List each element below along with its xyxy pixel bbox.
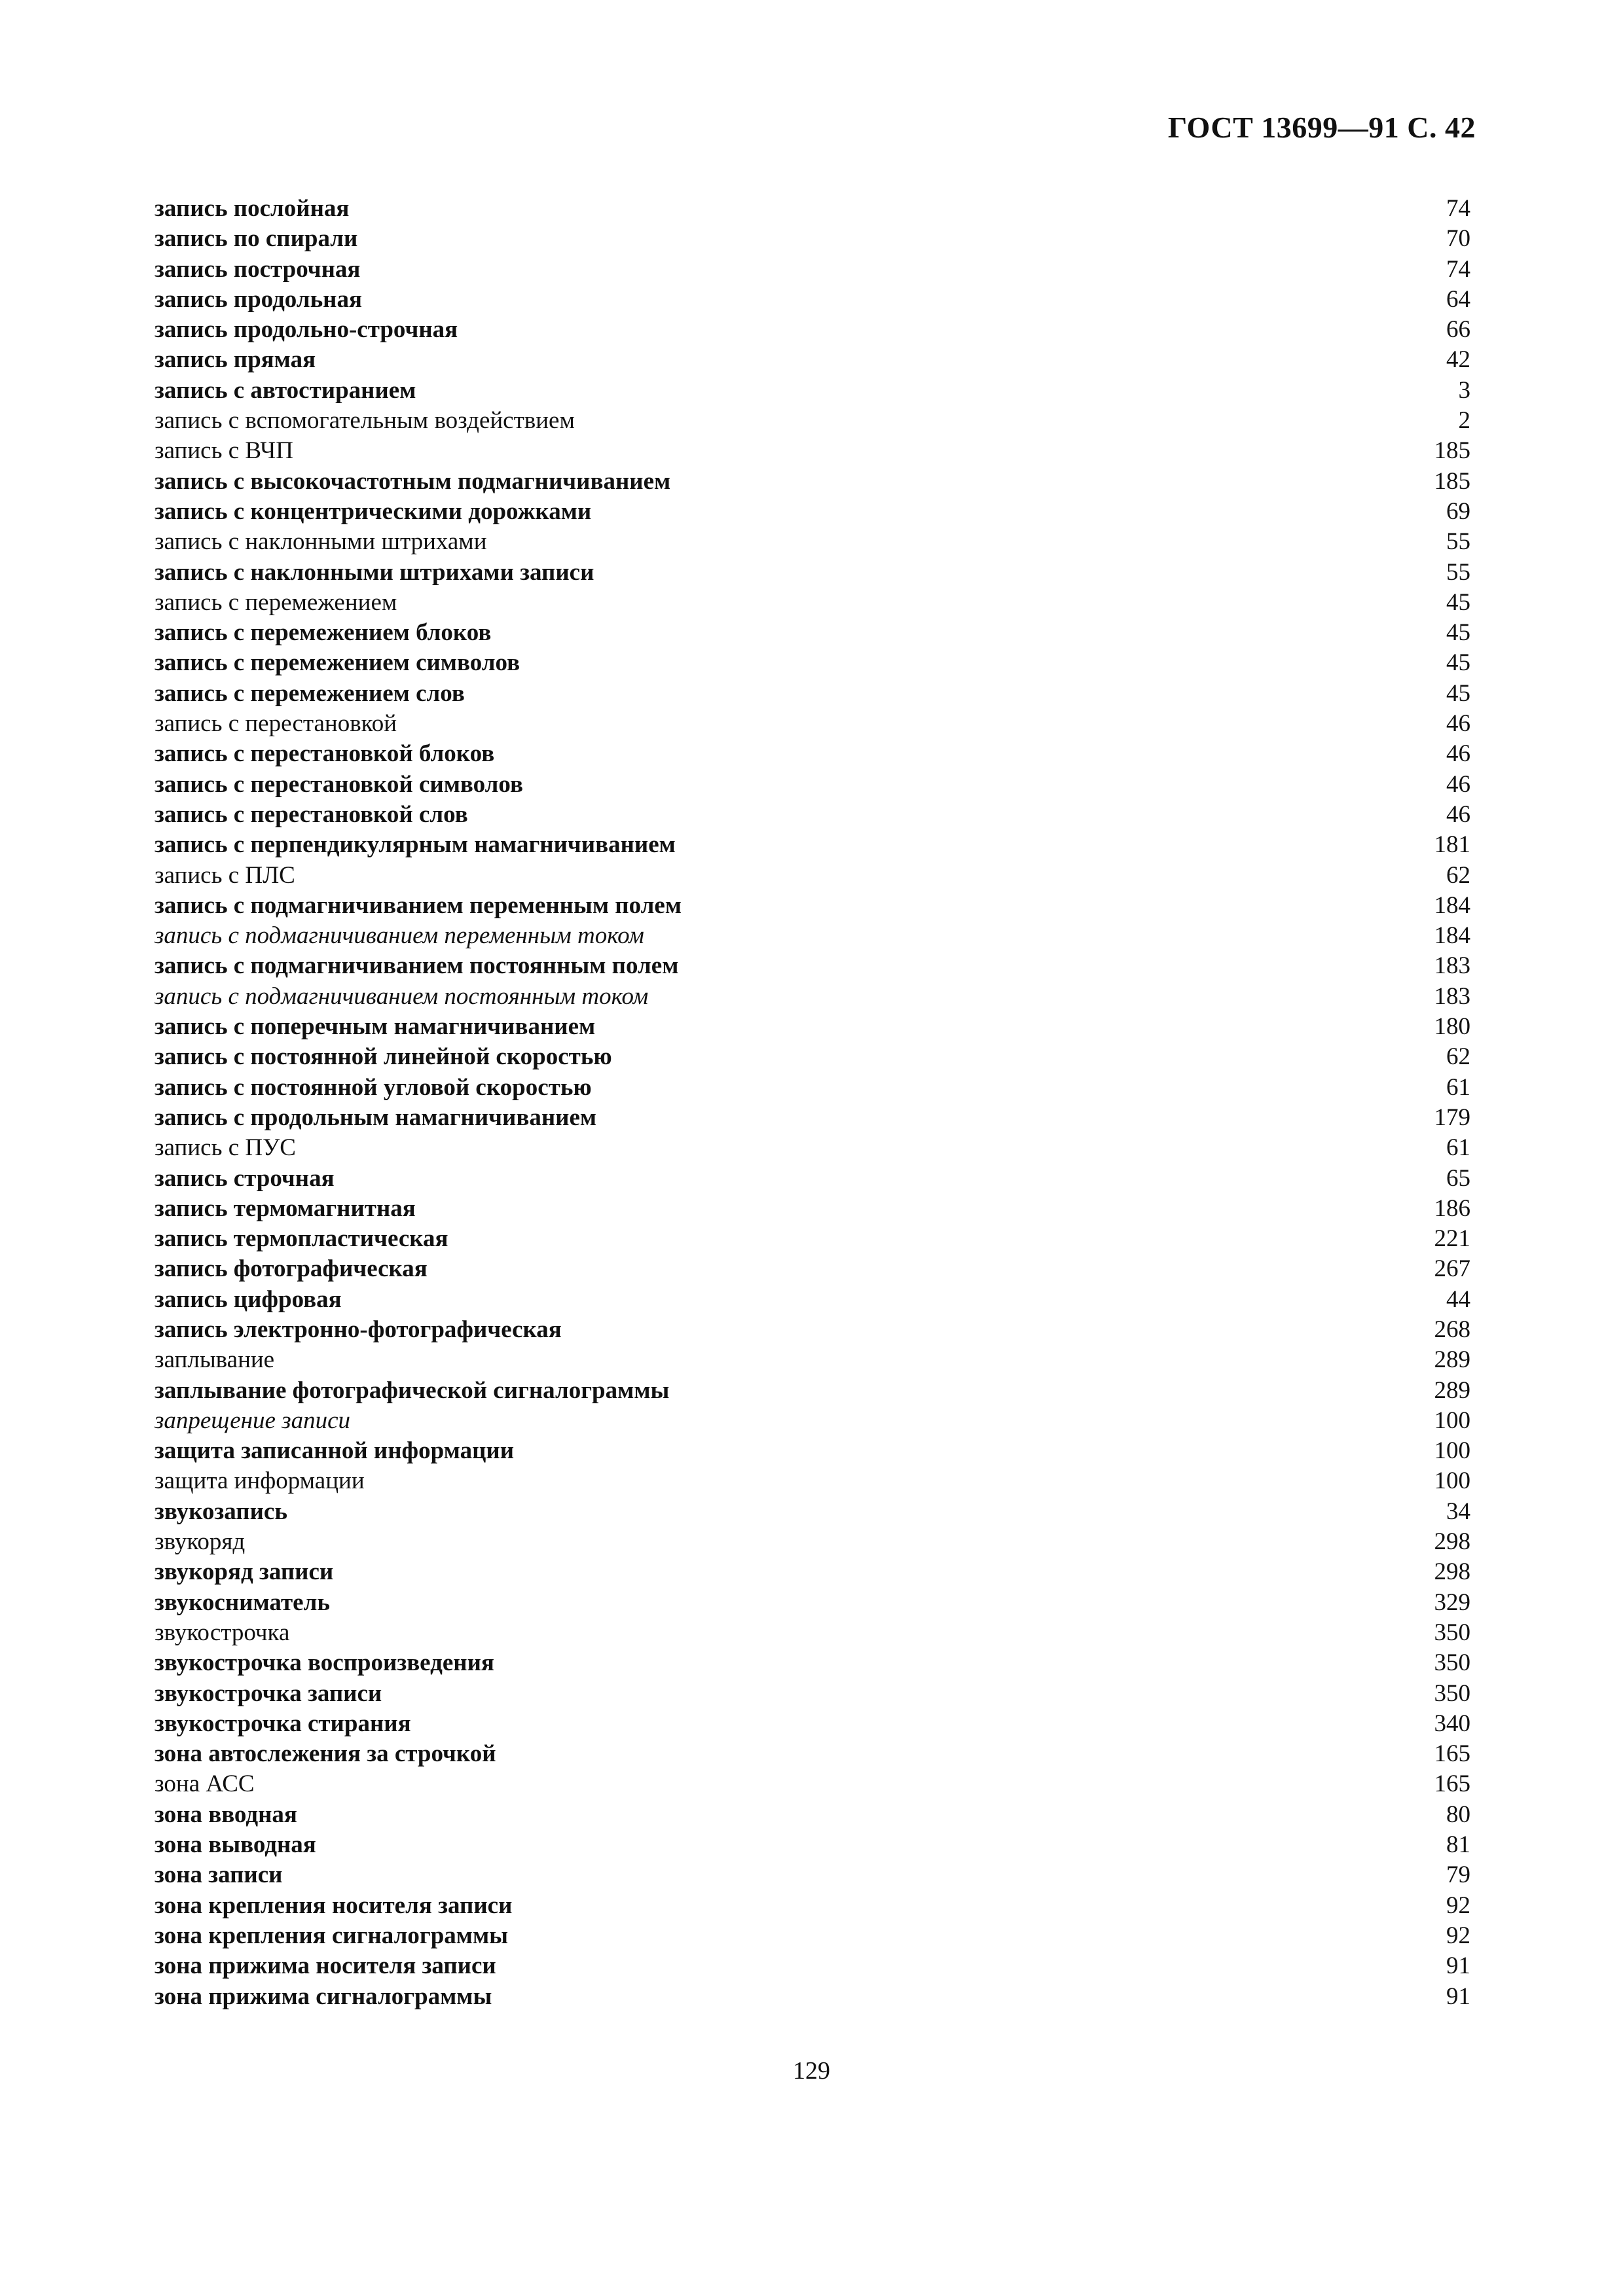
- index-term: звукоряд: [155, 1528, 246, 1556]
- index-term: запись с ВЧП: [155, 437, 293, 465]
- index-page-ref: 350: [1434, 1619, 1470, 1646]
- index-term: зона выводная: [155, 1831, 316, 1859]
- index-entry: [155, 1376, 1470, 1406]
- index-term: запись с постоянной линейной скоростью: [155, 1043, 612, 1071]
- index-entry: [155, 770, 1470, 800]
- index-page-ref: 74: [1446, 195, 1470, 222]
- index-entry: [155, 951, 1470, 981]
- index-entry: [155, 1769, 1470, 1799]
- index-entry: [155, 1891, 1470, 1921]
- index-entry: [155, 1921, 1470, 1951]
- index-entry: [155, 1103, 1470, 1133]
- index-term: запись с вспомогательным воздействием: [155, 407, 575, 435]
- index-page-ref: 65: [1446, 1164, 1470, 1192]
- index-term: запись построчная: [155, 255, 361, 283]
- index-term: запись с ПУС: [155, 1134, 296, 1162]
- index-entry: [155, 1588, 1470, 1618]
- index-entry: [155, 1557, 1470, 1587]
- index-entry: [155, 709, 1470, 739]
- index-term: звукострочка воспроизведения: [155, 1649, 494, 1677]
- index-entry: [155, 1466, 1470, 1496]
- index-page-ref: 61: [1446, 1134, 1470, 1162]
- index-term: запись с перестановкой: [155, 710, 397, 738]
- index-term: запись по спирали: [155, 225, 358, 253]
- index-term: зона автослежения за строчкой: [155, 1740, 496, 1768]
- index-term: запись с перестановкой слов: [155, 800, 468, 828]
- index-page-ref: 100: [1434, 1467, 1470, 1495]
- index-term: заплывание фотографической сигналограммы: [155, 1376, 670, 1404]
- index-entry: [155, 497, 1470, 527]
- index-term: запись с продольным намагничиванием: [155, 1103, 597, 1131]
- index-term: запись цифровая: [155, 1285, 342, 1313]
- index-page-ref: 46: [1446, 770, 1470, 798]
- index-term: заплывание: [155, 1346, 275, 1374]
- index-entry: [155, 1164, 1470, 1194]
- index-entry: [155, 1315, 1470, 1345]
- index-entry: [155, 1800, 1470, 1830]
- index-term: защита записанной информации: [155, 1437, 515, 1465]
- document-header: ГОСТ 13699—91 С. 42: [1167, 111, 1476, 144]
- index-term: запись термопластическая: [155, 1225, 448, 1253]
- index-term: звукоряд записи: [155, 1558, 334, 1586]
- index-entry: [155, 1012, 1470, 1042]
- index-entry: [155, 1709, 1470, 1739]
- index-page-ref: 46: [1446, 740, 1470, 768]
- index-page-ref: 46: [1446, 800, 1470, 828]
- index-page-ref: 183: [1434, 982, 1470, 1010]
- index-page-ref: 289: [1434, 1376, 1470, 1404]
- index-page-ref: 289: [1434, 1346, 1470, 1374]
- index-entry: [155, 739, 1470, 769]
- index-page-ref: 91: [1446, 1982, 1470, 2010]
- index-page-ref: 81: [1446, 1831, 1470, 1859]
- index-page-ref: 350: [1434, 1679, 1470, 1707]
- index-term: запись с наклонными штрихами записи: [155, 558, 594, 586]
- index-term: запись с перемежением: [155, 588, 397, 616]
- index-term: запись с перестановкой символов: [155, 770, 523, 798]
- index-term: запись строчная: [155, 1164, 335, 1192]
- index-entry: [155, 1739, 1470, 1769]
- index-entry: [155, 1406, 1470, 1436]
- index-page-ref: 42: [1446, 346, 1470, 374]
- index-page-ref: 179: [1434, 1103, 1470, 1131]
- index-term: зона прижима сигналограммы: [155, 1982, 492, 2010]
- index-page-ref: 180: [1434, 1013, 1470, 1041]
- index-entry: [155, 1133, 1470, 1163]
- index-entry: [155, 436, 1470, 466]
- index-term: звукострочка стирания: [155, 1710, 411, 1737]
- term-index-list: [155, 194, 1470, 2012]
- index-entry: [155, 861, 1470, 891]
- index-page-ref: 45: [1446, 649, 1470, 677]
- index-entry: [155, 345, 1470, 375]
- index-entry: [155, 376, 1470, 406]
- index-entry: [155, 558, 1470, 588]
- index-entry: [155, 1618, 1470, 1648]
- index-entry: [155, 1194, 1470, 1224]
- index-term: запись с ПЛС: [155, 861, 295, 889]
- index-entry: [155, 1497, 1470, 1527]
- index-entry: [155, 406, 1470, 436]
- index-page-ref: 70: [1446, 225, 1470, 253]
- index-entry: [155, 1951, 1470, 1981]
- index-entry: [155, 1224, 1470, 1254]
- index-page-ref: 165: [1434, 1770, 1470, 1798]
- index-entry: [155, 527, 1470, 557]
- index-page-ref: 45: [1446, 619, 1470, 647]
- index-entry: [155, 830, 1470, 860]
- index-page-ref: 46: [1446, 710, 1470, 738]
- index-term: запрещение записи: [155, 1407, 351, 1434]
- index-term: зона вводная: [155, 1801, 297, 1828]
- index-entry: [155, 1527, 1470, 1557]
- index-page-ref: 45: [1446, 588, 1470, 616]
- index-term: запись с подмагничиванием постоянным полем: [155, 952, 679, 980]
- index-term: зона крепления сигналограммы: [155, 1922, 509, 1949]
- index-term: звукострочка: [155, 1619, 290, 1646]
- index-entry: [155, 1648, 1470, 1678]
- index-entry: [155, 648, 1470, 678]
- index-page-ref: 2: [1458, 407, 1470, 435]
- index-term: запись с наклонными штрихами: [155, 528, 487, 556]
- index-page-ref: 45: [1446, 679, 1470, 707]
- index-page-ref: 186: [1434, 1194, 1470, 1222]
- index-entry: [155, 194, 1470, 224]
- index-page-ref: 55: [1446, 528, 1470, 556]
- index-entry: [155, 315, 1470, 345]
- index-entry: [155, 588, 1470, 618]
- index-page-ref: 64: [1446, 285, 1470, 313]
- index-term: запись с подмагничиванием переменным полем: [155, 891, 682, 919]
- index-page-ref: 184: [1434, 922, 1470, 950]
- index-entry: [155, 1436, 1470, 1466]
- index-term: зона АСС: [155, 1770, 255, 1798]
- index-entry: [155, 1679, 1470, 1709]
- index-term: запись фотографическая: [155, 1255, 428, 1283]
- index-entry: [155, 1254, 1470, 1284]
- index-entry: [155, 1073, 1470, 1103]
- index-term: запись с автостиранием: [155, 376, 416, 404]
- index-term: защита информации: [155, 1467, 365, 1495]
- index-term: запись с постоянной угловой скоростью: [155, 1073, 592, 1101]
- index-page-ref: 55: [1446, 558, 1470, 586]
- index-page-ref: 183: [1434, 952, 1470, 980]
- index-term: запись продольная: [155, 285, 362, 313]
- index-page-ref: 268: [1434, 1316, 1470, 1343]
- index-page-ref: 185: [1434, 467, 1470, 495]
- index-term: запись электронно-фотографическая: [155, 1316, 562, 1343]
- index-term: зона прижима носителя записи: [155, 1952, 496, 1980]
- index-term: запись с перемежением символов: [155, 649, 520, 677]
- index-term: звукосниматель: [155, 1588, 330, 1616]
- index-term: запись с перемежением слов: [155, 679, 465, 707]
- index-entry: [155, 1345, 1470, 1375]
- index-page-ref: 92: [1446, 1922, 1470, 1949]
- index-page-ref: 3: [1458, 376, 1470, 404]
- index-page-ref: 74: [1446, 255, 1470, 283]
- index-term: запись с поперечным намагничиванием: [155, 1013, 596, 1041]
- index-page-ref: 80: [1446, 1801, 1470, 1828]
- index-term: запись с перемежением блоков: [155, 619, 492, 647]
- index-term: зона записи: [155, 1861, 283, 1889]
- index-entry: [155, 800, 1470, 830]
- index-entry: [155, 982, 1470, 1012]
- index-page-ref: 44: [1446, 1285, 1470, 1313]
- index-entry: [155, 1285, 1470, 1315]
- index-term: запись с перестановкой блоков: [155, 740, 495, 768]
- index-page-ref: 92: [1446, 1892, 1470, 1919]
- index-entry: [155, 618, 1470, 648]
- index-term: звукострочка записи: [155, 1679, 382, 1707]
- index-term: запись послойная: [155, 195, 350, 222]
- index-entry: [155, 679, 1470, 709]
- index-term: запись с подмагничиванием постоянным током: [155, 982, 649, 1010]
- index-term: запись продольно-строчная: [155, 316, 458, 344]
- index-page-ref: 329: [1434, 1588, 1470, 1616]
- index-entry: [155, 255, 1470, 285]
- index-page-ref: 69: [1446, 497, 1470, 525]
- index-page-ref: 165: [1434, 1740, 1470, 1768]
- index-page-ref: 181: [1434, 831, 1470, 859]
- index-page-ref: 100: [1434, 1407, 1470, 1434]
- index-term: запись с высокочастотным подмагничиванием: [155, 467, 671, 495]
- index-entry: [155, 891, 1470, 921]
- index-entry: [155, 1830, 1470, 1860]
- index-page-ref: 221: [1434, 1225, 1470, 1253]
- index-term: зона крепления носителя записи: [155, 1892, 513, 1919]
- index-entry: [155, 1982, 1470, 2012]
- index-page-ref: 298: [1434, 1558, 1470, 1586]
- index-page-ref: 267: [1434, 1255, 1470, 1283]
- index-page-ref: 340: [1434, 1710, 1470, 1737]
- index-term: запись прямая: [155, 346, 316, 374]
- index-page-ref: 62: [1446, 861, 1470, 889]
- index-page-ref: 184: [1434, 891, 1470, 919]
- index-entry: [155, 921, 1470, 951]
- index-page-ref: 185: [1434, 437, 1470, 465]
- index-page-ref: 350: [1434, 1649, 1470, 1677]
- index-page-ref: 298: [1434, 1528, 1470, 1556]
- index-page-ref: 79: [1446, 1861, 1470, 1889]
- index-page-ref: 91: [1446, 1952, 1470, 1980]
- index-entry: [155, 467, 1470, 497]
- index-term: запись с перпендикулярным намагничиванием: [155, 831, 676, 859]
- index-page-ref: 62: [1446, 1043, 1470, 1071]
- index-page-ref: 66: [1446, 316, 1470, 344]
- index-page-ref: 61: [1446, 1073, 1470, 1101]
- index-entry: [155, 1860, 1470, 1890]
- index-entry: [155, 224, 1470, 254]
- page-number: 129: [793, 2057, 830, 2085]
- index-term: запись с подмагничиванием переменным током: [155, 922, 644, 950]
- index-term: запись термомагнитная: [155, 1194, 416, 1222]
- index-term: звукозапись: [155, 1498, 287, 1525]
- index-page-ref: 34: [1446, 1498, 1470, 1525]
- index-page-ref: 100: [1434, 1437, 1470, 1465]
- index-entry: [155, 285, 1470, 315]
- index-entry: [155, 1042, 1470, 1072]
- index-term: запись с концентрическими дорожками: [155, 497, 592, 525]
